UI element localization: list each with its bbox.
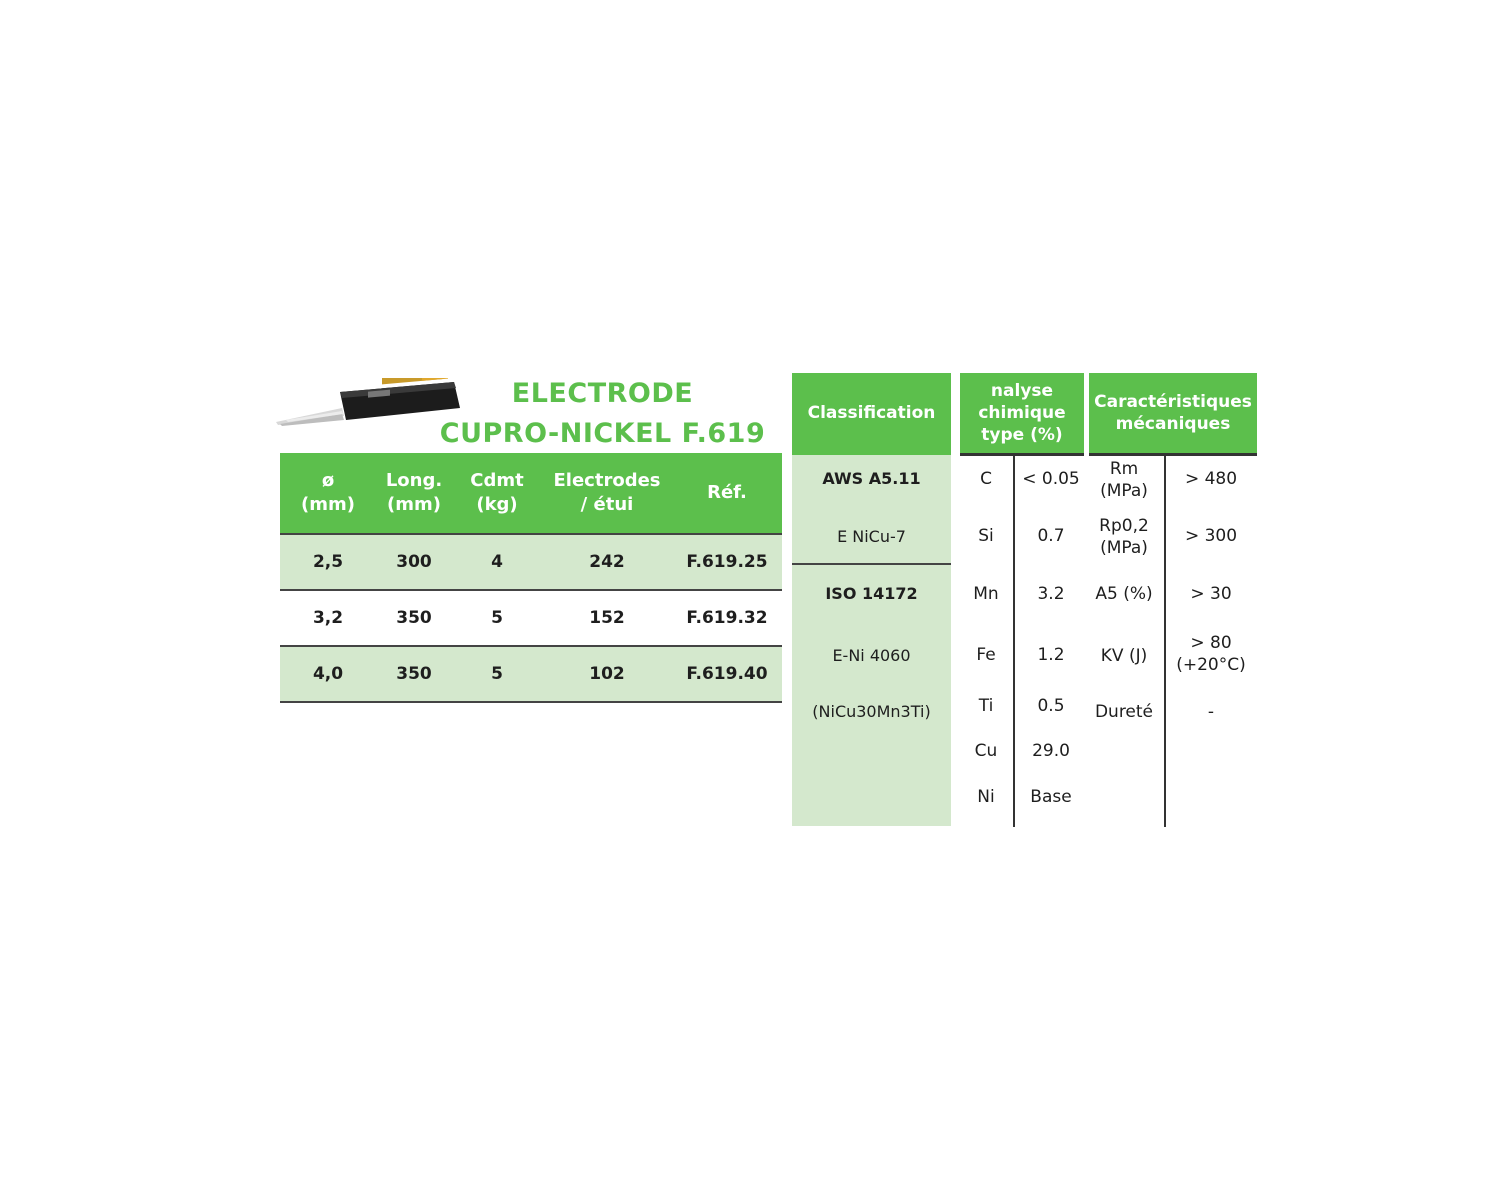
element-value: < 0.05: [1022, 469, 1080, 489]
property-value: > 480: [1184, 469, 1238, 489]
classification-column: [792, 455, 951, 826]
cell-diameter: 4,0: [312, 664, 344, 684]
header-divider: [1089, 453, 1257, 456]
property-value: -: [1207, 702, 1215, 722]
header-divider: [960, 453, 1084, 456]
property-label: Dureté: [1094, 702, 1154, 722]
element-symbol: Fe: [976, 645, 996, 665]
table-row: [280, 647, 782, 703]
property-label: A5 (%): [1095, 584, 1153, 604]
cell-diameter: 3,2: [312, 608, 344, 628]
element-symbol: Mn: [973, 584, 999, 604]
property-value: > 300: [1184, 526, 1238, 546]
iso-standard: ISO 14172: [825, 584, 918, 603]
title-line-2: CUPRO-NICKEL F.619: [439, 418, 766, 449]
classification-header: Classification: [792, 373, 951, 453]
aws-standard: AWS A5.11: [822, 469, 921, 488]
cell-packaging: 4: [491, 552, 503, 572]
element-value: 3.2: [1037, 584, 1065, 604]
aws-classification: E NiCu-7: [837, 527, 906, 546]
element-value: 1.2: [1037, 645, 1065, 665]
element-symbol: Si: [978, 526, 994, 546]
mechanical-properties-header: Caractéristiques mécaniques: [1089, 373, 1257, 453]
element-symbol: Cu: [974, 741, 998, 761]
header-reference: Réf.: [707, 482, 747, 503]
element-symbol: Ni: [977, 787, 995, 807]
cell-reference: F.619.25: [686, 552, 768, 572]
cell-length: 350: [396, 608, 432, 628]
cell-electrodes: 242: [589, 552, 625, 572]
element-value: 0.7: [1037, 526, 1065, 546]
element-value: Base: [1030, 787, 1072, 807]
header-electrodes-per-case: Electrodes / étui: [553, 470, 661, 515]
table-row: [280, 591, 782, 647]
chemical-analysis-header: nalyse chimique type (%): [960, 373, 1084, 453]
column-divider: [1164, 455, 1166, 827]
property-label: Rm (MPa): [1100, 459, 1148, 501]
property-value: > 30: [1190, 584, 1232, 604]
title-line-1: ELECTRODE: [511, 378, 694, 409]
dimensions-table: [280, 453, 782, 703]
iso-designation: (NiCu30Mn3Ti): [812, 702, 931, 721]
cell-electrodes: 152: [589, 608, 625, 628]
table-row: [280, 535, 782, 591]
property-label: KV (J): [1100, 646, 1148, 666]
table-header-row: [280, 453, 782, 535]
iso-classification: E-Ni 4060: [832, 646, 911, 665]
property-value: > 80 (+20°C): [1176, 633, 1246, 675]
cell-electrodes: 102: [589, 664, 625, 684]
cell-length: 350: [396, 664, 432, 684]
classification-divider: [792, 563, 951, 565]
element-value: 0.5: [1037, 696, 1065, 716]
property-label: Rp0,2 (MPa): [1099, 516, 1149, 558]
header-packaging: Cdmt (kg): [470, 470, 524, 515]
cell-packaging: 5: [491, 664, 503, 684]
header-length: Long. (mm): [385, 470, 443, 515]
cell-reference: F.619.40: [686, 664, 768, 684]
product-title: [430, 374, 775, 454]
column-divider: [1013, 455, 1015, 827]
element-symbol: Ti: [978, 696, 994, 716]
cell-diameter: 2,5: [312, 552, 344, 572]
header-diameter: ø (mm): [301, 470, 355, 515]
element-value: 29.0: [1032, 741, 1070, 761]
cell-reference: F.619.32: [686, 608, 768, 628]
element-symbol: C: [980, 469, 992, 489]
cell-packaging: 5: [491, 608, 503, 628]
cell-length: 300: [396, 552, 432, 572]
